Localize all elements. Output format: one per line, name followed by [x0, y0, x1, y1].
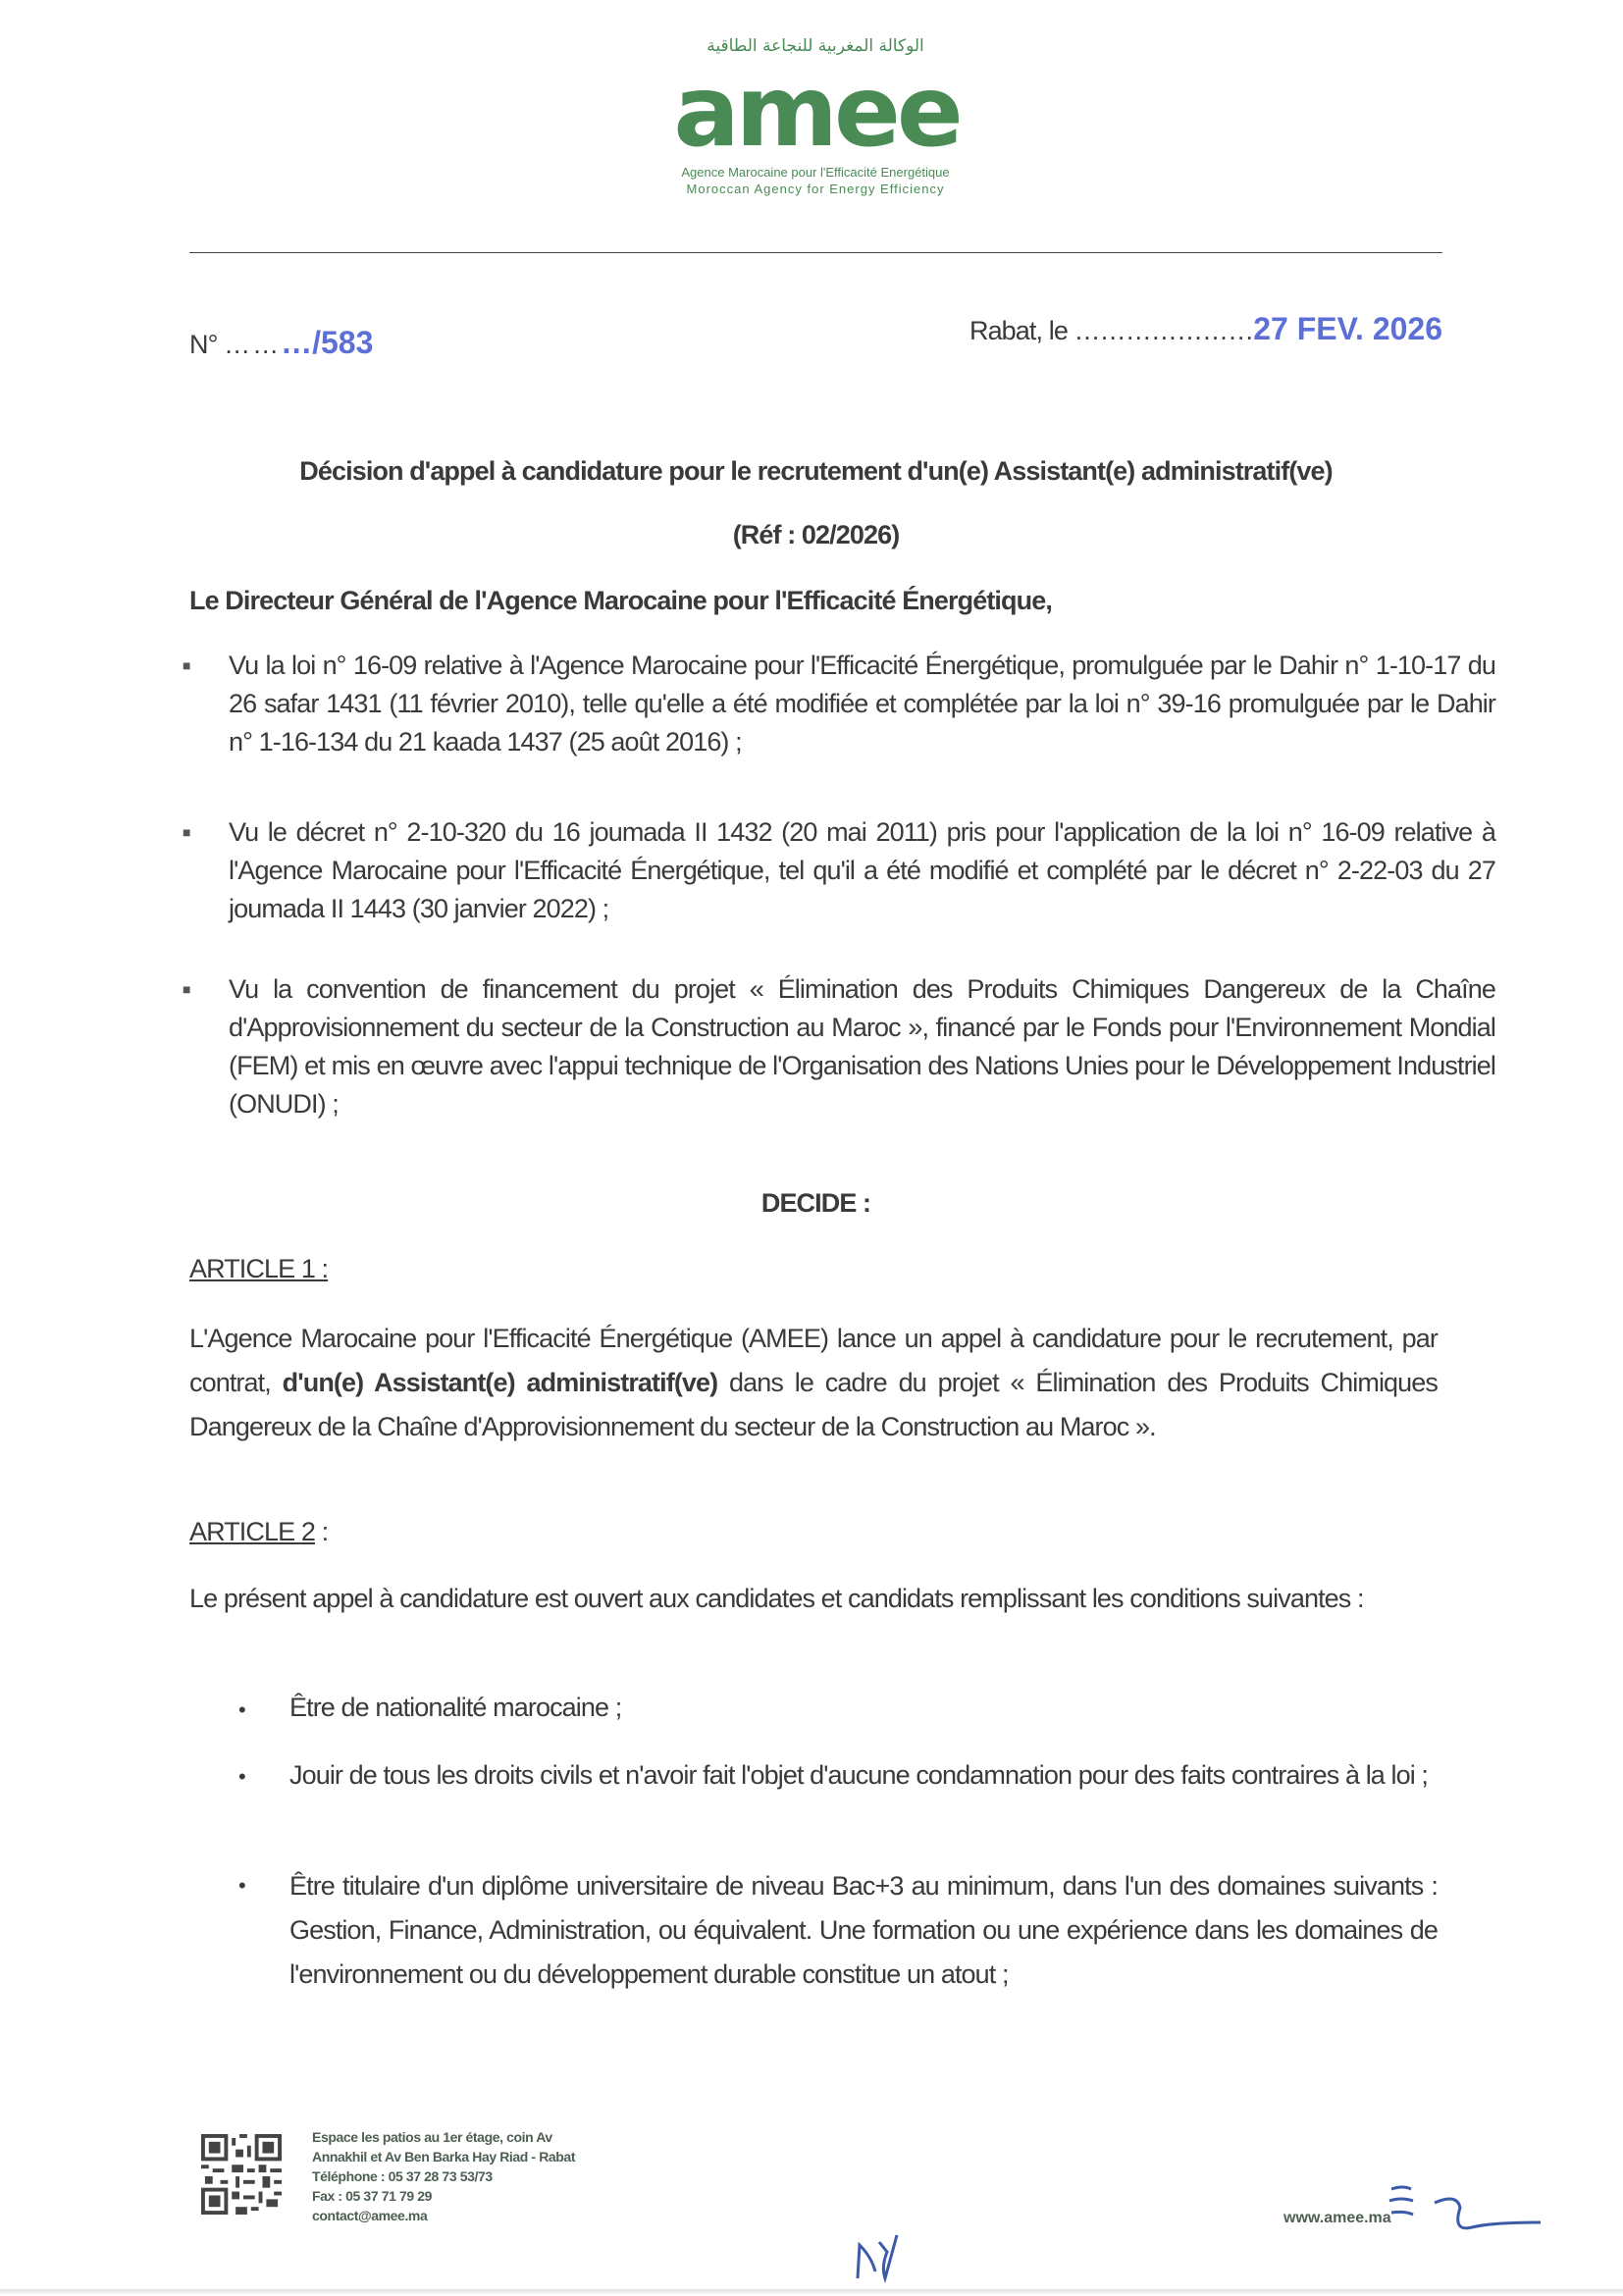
scan-edge [0, 2289, 1623, 2295]
bullet-dot-icon: • [238, 1873, 245, 1898]
logo-arabic: الوكالة المغربية للنجاعة الطاقية [707, 36, 924, 56]
consideration-2: Vu le décret n° 2-10-320 du 16 joumada II 1432 (20 mai 2011) pris pour l'application de la loi n° 16-09 relative à l'Agence Marocaine pour l'Efficacité Énergétique, tel qu'il a été modifié et complété par le décret n° 2-22-03 du 27 joumada II 1443 (30 janvier 2022) ; [229, 817, 1495, 923]
place-label: Rabat, le [969, 316, 1068, 345]
initials-signature [852, 2227, 911, 2286]
authority-line: Le Directeur Général de l'Agence Marocaine pour l'Efficacité Énergétique, [189, 586, 1052, 615]
article-2-heading [189, 1513, 328, 1551]
article-1-text [189, 1317, 1438, 1449]
date-line: Rabat, le …………………27 FEV. 2026 [969, 311, 1442, 346]
footer-contact [312, 2127, 575, 2225]
square-bullet-icon: ■ [183, 824, 191, 840]
condition-3: Être titulaire d'un diplôme universitaire de niveau Bac+3 au minimum, dans l'un des domaines suivants : Gestion, Finance, Administration, ou équivalent. Une formation ou une expérience dans les domaines de l'environnement ou du développement durable constitue un atout ; [289, 1871, 1438, 1989]
decide-heading: DECIDE : [760, 1188, 871, 1218]
qr-code-icon [201, 2134, 282, 2215]
square-bullet-icon: ■ [183, 657, 191, 673]
bullet-dot-icon: • [238, 1697, 245, 1722]
header-divider [189, 252, 1442, 253]
logo: amee [673, 54, 960, 169]
square-bullet-icon: ■ [183, 981, 191, 997]
article-2-colon: : [314, 1517, 329, 1546]
number-stamp: …/583 [281, 325, 374, 360]
consideration-1: Vu la loi n° 16-09 relative à l'Agence Marocaine pour l'Efficacité Énergétique, promulguée par le Dahir n° 1-10-17 du 26 safar 1431 (11 février 2010), telle qu'elle a été modifiée et complétée par la loi n° 39-16 promulguée par le Dahir n° 1-16-134 du 21 kaada 1437 (25 août 2016) ; [229, 651, 1495, 757]
date-stamp: 27 FEV. 2026 [1253, 311, 1442, 346]
consideration-3: Vu la convention de financement du projet « Élimination des Produits Chimiques Dangereux de la Chaîne d'Approvisionnement du secteur de la Construction au Maroc », financé par le Fonds pour l'Environnement Mondial (FEM) et mis en œuvre avec l'appui technique de l'Organisation des Nations Unies pour le Développement Industriel (ONUDI) ; [229, 974, 1495, 1119]
condition-1: Être de nationalité marocaine ; [289, 1693, 622, 1722]
logo-subtitle-en: Moroccan Agency for Energy Efficiency [686, 182, 945, 196]
article-2-label: ARTICLE 2 [189, 1517, 315, 1546]
initials-signature [1384, 2183, 1550, 2252]
condition-2: Jouir de tous les droits civils et n'avoir fait l'objet d'aucune condamnation pour des faits contraires à la loi ; [289, 1760, 1429, 1790]
email-link[interactable]: contact@amee.ma [312, 2208, 428, 2223]
decision-ref: (Réf : 02/2026) [732, 520, 900, 549]
article-1-heading: ARTICLE 1 : [189, 1254, 329, 1283]
bullet-dot-icon: • [238, 1764, 245, 1789]
article-1-text-b: dans le cadre du projet « Élimination des Produits Chimiques Dangereux de la Chaîne d'Approvisionnement du secteur de la Construction au Maroc ». [189, 1368, 1439, 1441]
decision-title: Décision d'appel à candidature pour le recrutement d'un(e) Assistant(e) administratif(ve) [299, 456, 1333, 486]
address-line-2: Annakhil et Av Ben Barka Hay Riad - Rabat [312, 2149, 576, 2165]
article-2-intro: Le présent appel à candidature est ouvert aux candidates et candidats remplissant les conditions suivantes : [189, 1584, 1364, 1613]
article-1-text-bold: d'un(e) Assistant(e) administratif(ve) [282, 1368, 718, 1397]
reference-number: N° ………/583 [189, 325, 374, 360]
address-line-1: Espace les patios au 1er étage, coin Av [312, 2129, 552, 2145]
website-link[interactable]: www.amee.ma [1283, 2210, 1391, 2226]
fax: Fax : 05 37 71 79 29 [312, 2188, 432, 2204]
article-1-text-a: L'Agence Marocaine pour l'Efficacité Énergétique (AMEE) lance un appel à candidature pour le recrutement, par contrat, [189, 1324, 1438, 1397]
number-label: N° [189, 330, 218, 359]
logo-subtitle-fr: Agence Marocaine pour l'Efficacité Energétique [681, 165, 950, 180]
phone: Téléphone : 05 37 28 73 53/73 [312, 2168, 493, 2184]
